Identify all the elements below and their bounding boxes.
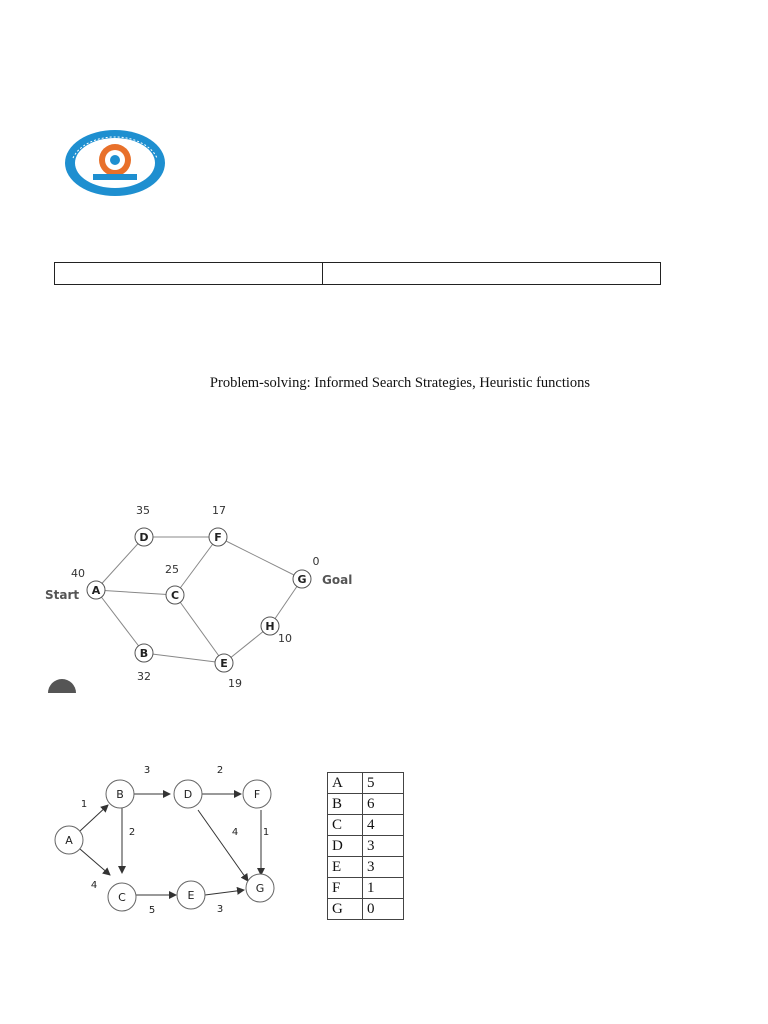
header-cell-left	[55, 263, 323, 285]
heuristic-value-cell: 3	[363, 857, 404, 878]
table-row	[328, 794, 404, 815]
graph2-node-f	[243, 780, 271, 808]
graph1-h-g: 0	[312, 555, 320, 568]
page-title: Problem-solving: Informed Search Strategies, Heuristic functions	[209, 375, 591, 391]
graph2-weight-ab: 1	[80, 799, 88, 810]
table-row	[328, 857, 404, 878]
svg-text:C: C	[170, 589, 180, 602]
heuristic-table	[327, 772, 404, 920]
node-cell: E	[328, 857, 363, 878]
svg-text:D: D	[183, 788, 193, 801]
graph2-weight-fg: 1	[262, 827, 270, 838]
graph2-node-a	[55, 826, 83, 854]
graph1-node-a	[87, 581, 105, 599]
svg-text:E: E	[187, 889, 195, 902]
table-row	[328, 815, 404, 836]
node-cell: F	[328, 878, 363, 899]
graph2-weight-ce: 5	[148, 905, 156, 916]
heuristic-value-cell: 4	[363, 815, 404, 836]
node-cell: C	[328, 815, 363, 836]
table-row	[328, 773, 404, 794]
graph1-node-b	[135, 644, 153, 662]
graph2-weight-bc: 2	[128, 827, 136, 838]
graph1-node-g	[293, 570, 311, 588]
graph2-node-d	[174, 780, 202, 808]
heuristic-value-cell: 3	[363, 836, 404, 857]
graph1-h-b: 32	[137, 670, 151, 683]
graph1-h-f: 17	[212, 504, 226, 517]
graph2-node-g	[246, 874, 274, 902]
heuristic-value-cell: 0	[363, 899, 404, 920]
svg-text:H: H	[265, 620, 275, 633]
table-row	[328, 836, 404, 857]
graph1-h-h: 10	[278, 632, 292, 645]
graph1-h-d: 35	[136, 504, 150, 517]
svg-text:C: C	[118, 891, 126, 904]
table-row	[328, 899, 404, 920]
graph1-goal-label: Goal	[322, 573, 353, 587]
graph2-node-c	[108, 883, 136, 911]
heuristic-value-cell: 5	[363, 773, 404, 794]
graph1-node-e	[215, 654, 233, 672]
graph2-weight-eg: 3	[216, 904, 224, 915]
svg-text:G: G	[255, 882, 265, 895]
heuristic-value-cell: 6	[363, 794, 404, 815]
svg-text:F: F	[253, 788, 261, 801]
graph1-h-e: 19	[228, 677, 242, 690]
graph2-node-e	[177, 881, 205, 909]
heuristic-value-cell: 1	[363, 878, 404, 899]
table-row	[328, 878, 404, 899]
svg-text:G: G	[297, 573, 307, 586]
graph1-node-d	[135, 528, 153, 546]
graph1-h-c: 25	[165, 563, 179, 576]
graph2-weight-bd: 3	[143, 765, 151, 776]
institute-logo	[63, 128, 167, 198]
svg-text:A: A	[65, 834, 73, 847]
graph2-weight-dg: 4	[231, 827, 239, 838]
graph1-start-label: Start	[45, 588, 80, 602]
header-table	[54, 262, 661, 285]
node-cell: D	[328, 836, 363, 857]
graph1-node-f	[209, 528, 227, 546]
graph2-node-b	[106, 780, 134, 808]
graph1-node-h	[261, 617, 279, 635]
heuristic-graph	[40, 495, 370, 695]
node-cell: A	[328, 773, 363, 794]
overlay-circle-icon	[48, 679, 76, 693]
node-cell: G	[328, 899, 363, 920]
svg-text:E: E	[220, 657, 228, 670]
svg-text:B: B	[139, 647, 149, 660]
svg-text:B: B	[116, 788, 124, 801]
graph2-weight-ac: 4	[90, 880, 98, 891]
graph1-h-a: 40	[71, 567, 85, 580]
svg-text:A: A	[91, 584, 101, 597]
header-cell-right	[323, 263, 661, 285]
graph2-weight-df: 2	[216, 765, 224, 776]
node-cell: B	[328, 794, 363, 815]
graph1-node-c	[166, 586, 184, 604]
svg-text:F: F	[214, 531, 222, 544]
svg-text:D: D	[139, 531, 149, 544]
graph1-edges	[96, 537, 302, 663]
directed-graph	[52, 755, 292, 930]
